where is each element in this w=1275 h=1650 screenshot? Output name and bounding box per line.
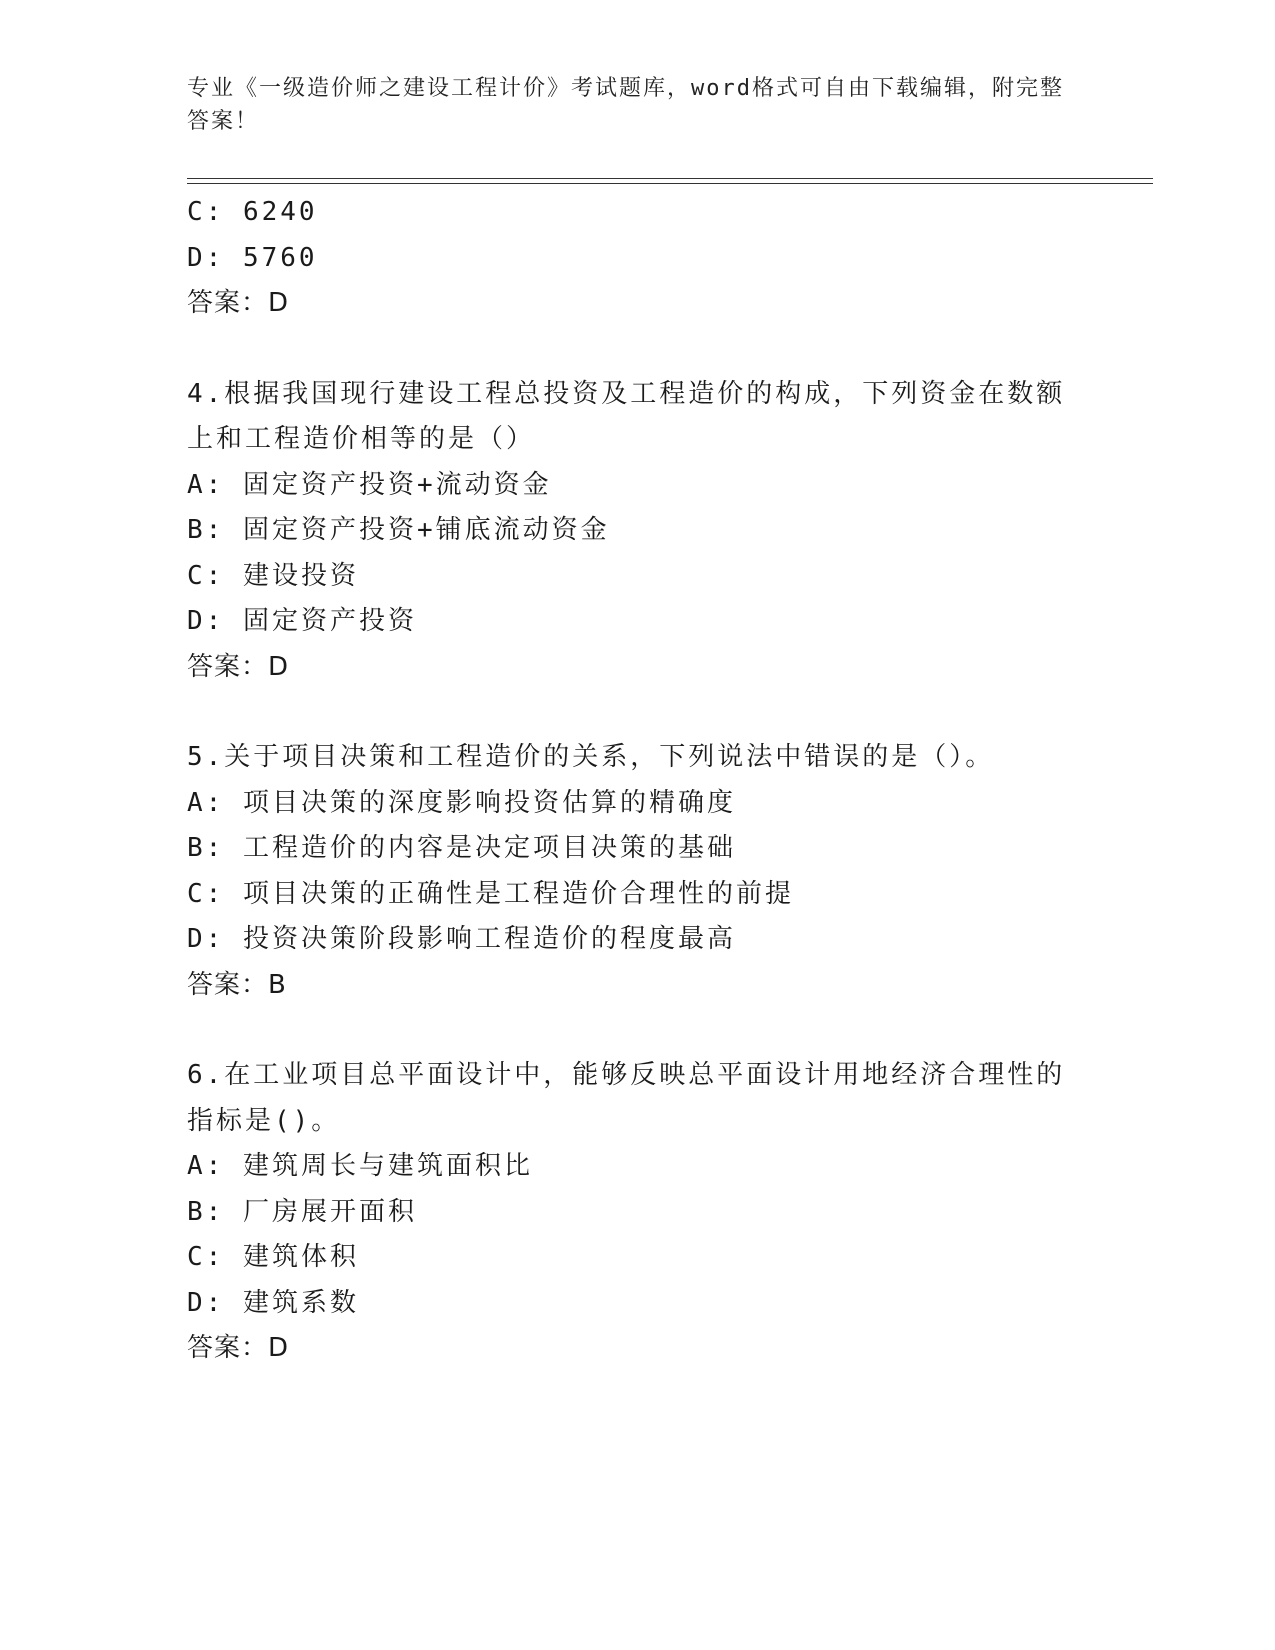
option-key: B: [187,515,225,545]
option-key: D: [187,924,225,954]
option-text: 固定资产投资 [242,606,417,636]
question-stem-line: 5.关于项目决策和工程造价的关系，下列说法中错误的是（）。 [187,742,995,772]
option-text: 工程造价的内容是决定项目决策的基础 [242,833,736,863]
option-line [187,236,1087,282]
option-text: 固定资产投资+流动资金 [242,469,552,500]
option-key: A: [187,787,225,818]
header-text: 专业《一级造价师之建设工程计价》考试题库，word格式可自由下载编辑，附完整答案！ [187,76,1064,134]
option-text: 建设投资 [242,560,359,591]
question-stem-line: 指标是()。 [187,1105,341,1136]
option-line [187,872,1087,918]
option-key: C: [187,197,225,227]
option-line [187,826,1087,872]
option-line [187,599,1087,645]
option-key: A: [187,1151,225,1181]
option-text: 建筑周长与建筑面积比 [242,1151,533,1181]
option-line [187,508,1087,554]
question-list [187,190,1087,1372]
option-text: 项目决策的正确性是工程造价合理性的前提 [242,878,794,909]
option-key: D: [187,242,225,273]
option-line [187,1144,1087,1190]
document-header [187,72,1067,138]
option-text: 建筑系数 [242,1287,359,1318]
option-key: C: [187,560,225,591]
answer-line: 答案：D [187,288,290,318]
option-line [187,1235,1087,1281]
option-line [187,1281,1087,1327]
option-line [187,190,1087,236]
question-stem-line: 4.根据我国现行建设工程总投资及工程造价的构成，下列资金在数额 [187,378,1066,409]
option-text: 6240 [242,197,318,227]
option-key: C: [187,878,225,909]
option-text: 5760 [242,242,318,273]
option-line [187,463,1087,509]
option-line [187,781,1087,827]
option-text: 投资决策阶段影响工程造价的程度最高 [242,924,736,954]
option-key: D: [187,606,225,636]
option-key: C: [187,1242,225,1272]
option-key: B: [187,833,225,863]
option-key: A: [187,469,225,500]
option-text: 厂房展开面积 [242,1196,417,1227]
option-line [187,554,1087,600]
option-key: D: [187,1287,225,1318]
option-line [187,917,1087,963]
spacer [187,690,1087,735]
option-text: 项目决策的深度影响投资估算的精确度 [242,787,736,818]
question-stem-line: 上和工程造价相等的是（） [187,424,536,454]
answer-line: 答案：D [187,1333,290,1363]
header-divider-bottom [187,183,1153,184]
header-divider-top [187,178,1153,179]
option-text: 固定资产投资+铺底流动资金 [242,515,610,545]
option-key: B: [187,1196,225,1227]
question-stem-line: 6.在工业项目总平面设计中，能够反映总平面设计用地经济合理性的 [187,1060,1066,1090]
option-line [187,1190,1087,1236]
spacer [187,1008,1087,1053]
spacer [187,327,1087,372]
answer-line: 答案：B [187,969,287,1000]
option-text: 建筑体积 [242,1242,359,1272]
answer-line: 答案：D [187,651,290,682]
